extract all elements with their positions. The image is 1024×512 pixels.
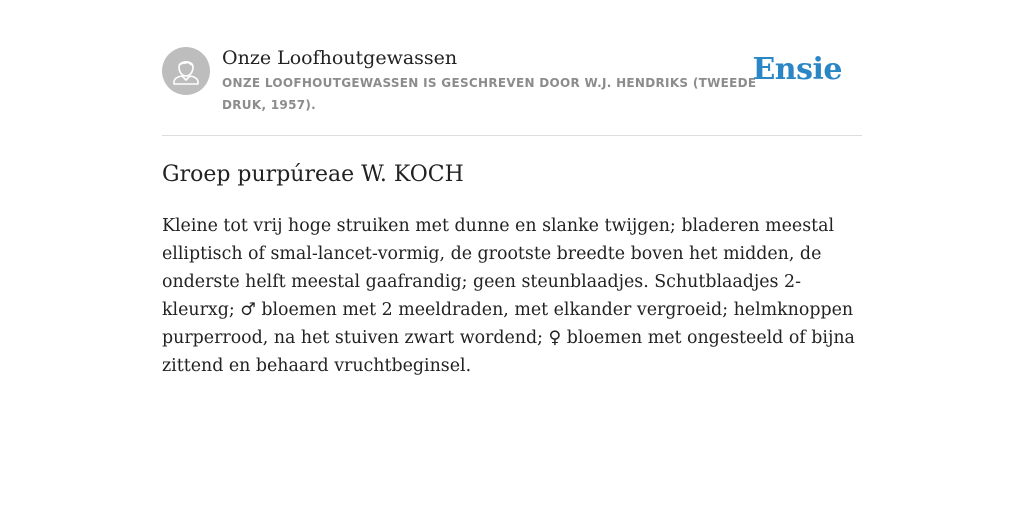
ensie-logo[interactable]: Ensie	[752, 52, 842, 87]
entry-title: Groep purpúreae W. KOCH	[162, 162, 464, 187]
entry-body: Kleine tot vrij hoge struiken met dunne en slanke twijgen; bladeren meestal elliptisch of smal-lancet-vormig, de grootste breedte boven het midden, de onderste helft meestal gaafrandig; geen steunblaadjes. Schutblaadjes 2-kleurxg; ♂ bloemen met 2 meeldraden, met elkander vergroeid; helmknoppen purperrood, na het stuiven zwart wordend; ♀ bloemen met ongesteeld of bijna zittend en behaard vruchtbeginsel.	[162, 216, 855, 376]
user-avatar-icon	[162, 47, 210, 95]
source-header	[162, 46, 862, 136]
source-title[interactable]: Onze Loofhoutgewassen	[222, 47, 458, 69]
source-description: ONZE LOOFHOUTGEWASSEN IS GESCHREVEN DOOR W.J. HENDRIKS (TWEEDE DRUK, 1957).	[222, 76, 757, 112]
